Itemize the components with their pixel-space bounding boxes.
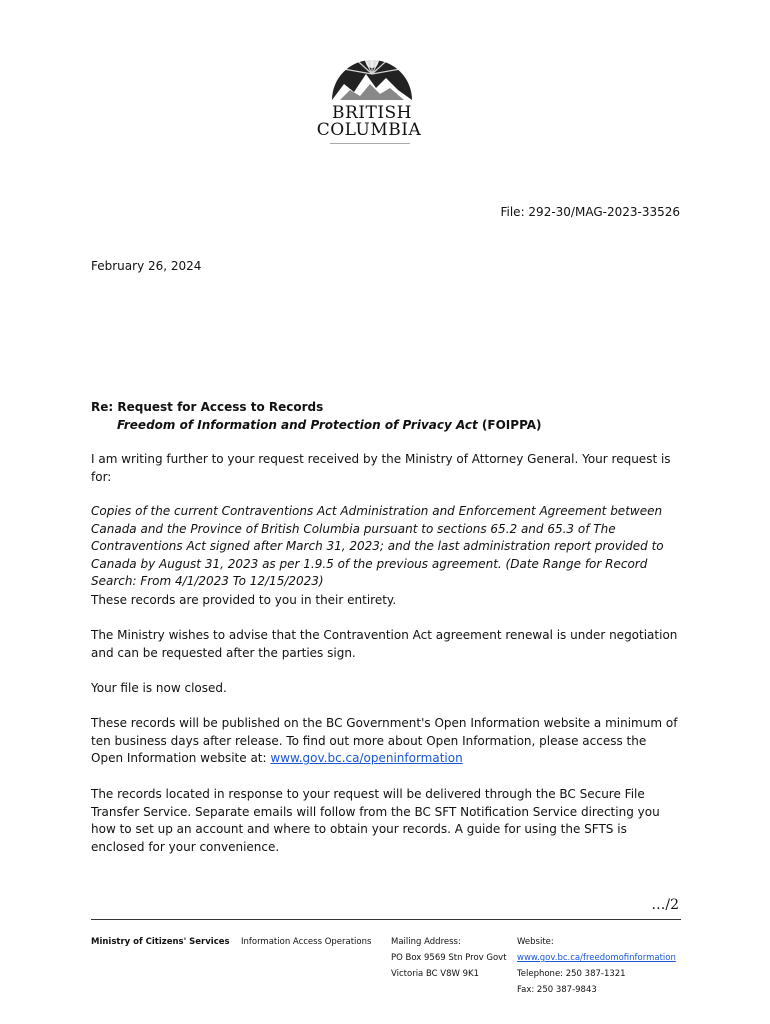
subject-line: Re: Request for Access to Records xyxy=(91,400,324,414)
logo-text-british: BRITISH xyxy=(331,103,413,123)
renewal-paragraph: The Ministry wishes to advise that the Contravention Act agreement renewal is under negotiation and can be requested after the parties sign. xyxy=(91,628,678,660)
act-name-line xyxy=(91,416,542,434)
sfts-paragraph: The records located in response to your request will be delivered through the BC Secure File Transfer Service. Separate emails will follow from the BC SFT Notification Service directing you how to set up an account and where to obtain your records. A guide for using the SFTS is enclosed for your convenience. xyxy=(91,787,660,854)
website-link[interactable]: www.gov.bc.ca/freedomofinformation xyxy=(517,953,676,963)
logo-text-columbia: COLUMBIA xyxy=(316,120,422,140)
letter-date: February 26, 2024 xyxy=(91,259,202,273)
footer-mailing-address xyxy=(391,934,507,982)
entirety-paragraph: These records are provided to you in their entirety. xyxy=(91,593,397,607)
footer-website xyxy=(517,934,676,998)
logo-underline xyxy=(330,143,410,144)
footer-ministry: Ministry of Citizens' Services xyxy=(91,937,230,947)
request-text-paragraph: Copies of the current Contraventions Act Administration and Enforcement Agreement between Canada and the Province of British Columbia pursuant to sections 65.2 and 65.3 of The Contraventions Act signed after March 31, 2023; and the last administration report provided to Canada by August 31, 2023 as per 1.9.5 of the previous agreement. (Date Range for Record Search: From 4/1/2023 To 12/15/2023) xyxy=(91,504,664,588)
act-name: Freedom of Information and Protection of Privacy Act xyxy=(117,418,478,432)
file-closed-paragraph: Your file is now closed. xyxy=(91,681,227,695)
open-information-text: These records will be published on the BC Government's Open Information website a minimum of ten business days after release. To find out more about Open Information, please access the Open Information website at: xyxy=(91,716,678,765)
subject-block xyxy=(91,398,542,434)
mailing-address-line1: PO Box 9569 Stn Prov Govt xyxy=(391,953,507,963)
telephone: Telephone: 250 387-1321 xyxy=(517,969,626,979)
open-information-paragraph xyxy=(91,715,681,768)
footer-divider xyxy=(91,919,681,920)
act-abbreviation: (FOIPPA) xyxy=(477,418,542,432)
page-number: …/2 xyxy=(651,897,679,913)
mailing-address-line2: Victoria BC V8W 9K1 xyxy=(391,969,480,979)
fax: Fax: 250 387-9843 xyxy=(517,985,597,995)
website-label: Website: xyxy=(517,937,554,947)
open-information-link[interactable]: www.gov.bc.ca/openinformation xyxy=(270,751,463,765)
file-reference: File: 292-30/MAG-2023-33526 xyxy=(500,205,680,219)
mailing-address-label: Mailing Address: xyxy=(391,937,461,947)
footer-branch: Information Access Operations xyxy=(241,937,372,947)
intro-paragraph: I am writing further to your request received by the Ministry of Attorney General. Your request is for: xyxy=(91,452,671,484)
